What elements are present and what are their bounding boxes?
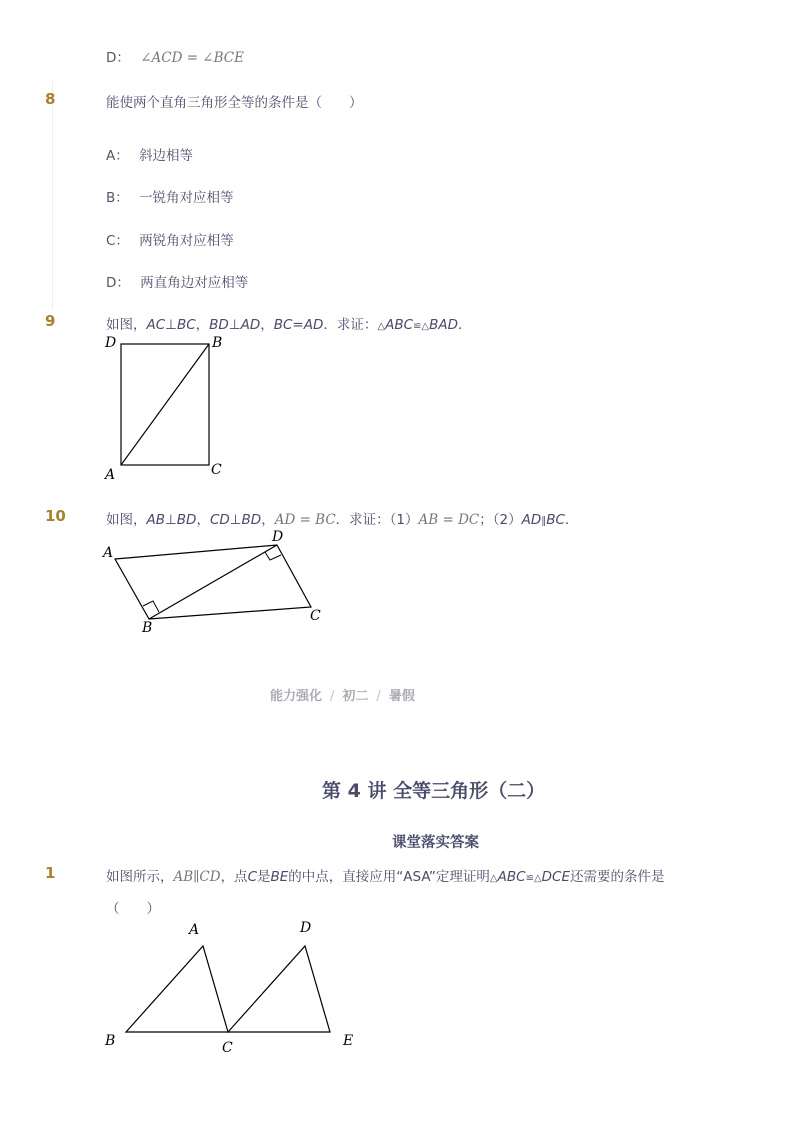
stem-symbol: =	[292, 317, 304, 333]
option-text: 两直角边对应相等	[140, 275, 249, 291]
option-label: C：	[106, 233, 129, 249]
stem-text: ，	[261, 512, 275, 528]
point-label-b: B	[212, 335, 223, 351]
q8-option-a[interactable]	[106, 144, 193, 164]
stem-text: ．求证：（1）	[335, 512, 419, 528]
stem-var: AD	[303, 317, 324, 333]
stem-text: ．	[564, 512, 579, 528]
stem-var: BC	[176, 317, 196, 333]
point-label-c: C	[222, 1040, 233, 1056]
triangle-icon: △	[533, 873, 542, 884]
section-title: 课堂落实答案	[392, 835, 479, 851]
lesson-title: 第 4 讲 全等三角形（二）	[322, 780, 546, 802]
question-number: 8	[45, 90, 56, 108]
option-label: B：	[106, 190, 129, 206]
q10-figure	[100, 528, 340, 638]
stem-symbol: ⊥	[165, 512, 177, 528]
stem-text: 还需要的条件是	[570, 869, 665, 885]
stem-var: AC	[146, 317, 166, 333]
triangle-icon: △	[421, 321, 430, 332]
triangle-dce	[228, 946, 330, 1032]
stem-symbol: ⊥	[229, 512, 242, 528]
congruent-symbol: ≌	[525, 873, 534, 884]
point-label-a: A	[189, 922, 200, 938]
stem-text: ，	[196, 512, 210, 528]
point-label-d: D	[272, 529, 284, 545]
option-math: ∠ACD = ∠BCE	[140, 50, 244, 66]
point-label-c: C	[211, 462, 222, 478]
point-label-b: B	[105, 1033, 116, 1049]
stem-text: ；（2）	[479, 512, 522, 528]
stem-var: BD	[176, 512, 197, 528]
stem-var: AB	[146, 512, 165, 528]
stem-text: ．	[458, 317, 472, 333]
parallel-symbol: ∥	[541, 516, 547, 527]
question-stem	[106, 865, 665, 885]
stem-text: 如图所示，	[106, 869, 174, 885]
question-stem-line2: （ ）	[106, 901, 160, 917]
congruent-symbol: ≌	[413, 321, 422, 332]
option-label: D：	[106, 275, 130, 291]
stem-text: ，	[195, 317, 210, 333]
point-label-b: B	[142, 620, 153, 636]
option-label: A：	[106, 148, 129, 164]
stem-symbol: ⊥	[165, 317, 177, 333]
q8-option-d[interactable]	[106, 271, 248, 291]
right-angle-mark	[265, 552, 281, 560]
footer-separator: /	[376, 689, 381, 704]
q8-option-b[interactable]	[106, 186, 234, 206]
stem-math: AB∥CD	[173, 869, 221, 885]
question-stem	[106, 508, 578, 528]
question-number: 9	[45, 312, 56, 330]
stem-var: BD	[209, 317, 229, 333]
stem-text: 如图，	[106, 317, 147, 333]
stem-math: AB = DC	[418, 512, 480, 528]
point-label-e: E	[343, 1033, 354, 1049]
question-stem	[106, 313, 472, 333]
diagonal-line	[149, 545, 277, 619]
footer-part: 暑假	[388, 689, 415, 704]
triangle-icon: △	[489, 873, 498, 884]
diagonal-line	[121, 344, 209, 465]
stem-text: ．求证：	[323, 317, 378, 333]
stem-text: 如图，	[106, 512, 147, 528]
stem-var: DCE	[541, 869, 571, 885]
page-footer	[270, 685, 415, 704]
stem-text: 是	[257, 869, 271, 885]
point-label-d: D	[300, 920, 312, 936]
stem-text: ，	[260, 317, 274, 333]
stem-var: ABC	[497, 869, 526, 885]
a1-figure	[100, 918, 370, 1060]
stem-var: AD	[240, 317, 261, 333]
margin-rule	[52, 80, 53, 310]
q9-figure	[100, 335, 230, 485]
point-label-a: A	[103, 545, 114, 561]
option-label: D：	[106, 50, 130, 66]
option-text: 一锐角对应相等	[139, 190, 234, 206]
question-number: 1	[45, 864, 56, 882]
stem-var: BE	[270, 869, 289, 885]
stem-symbol: ⊥	[228, 317, 241, 333]
option-text: 斜边相等	[139, 148, 194, 164]
point-label-a: A	[105, 467, 116, 483]
question-number: 10	[45, 507, 66, 525]
option-text: 两锐角对应相等	[139, 233, 234, 249]
stem-var: BAD	[429, 317, 459, 333]
footer-part: 能力强化	[270, 689, 323, 704]
stem-var: BC	[546, 512, 565, 528]
stem-var: AD	[521, 512, 542, 528]
q8-option-c[interactable]	[106, 229, 234, 249]
question-stem: 能使两个直角三角形全等的条件是（ ）	[106, 95, 363, 111]
stem-var: BC	[273, 317, 293, 333]
stem-var: CD	[209, 512, 230, 528]
stem-text: ，点	[220, 869, 248, 885]
stem-math: AD = BC	[274, 512, 336, 528]
stem-var: ABC	[385, 317, 414, 333]
right-angle-mark	[143, 601, 159, 612]
footer-part: 初二	[342, 689, 369, 704]
triangle-icon: △	[377, 321, 386, 332]
footer-separator: /	[330, 689, 335, 704]
point-label-d: D	[105, 335, 117, 351]
point-label-c: C	[310, 608, 321, 624]
triangle-abc	[126, 946, 228, 1032]
stem-text: 的中点，直接应用“ASA”定理证明	[288, 869, 490, 885]
stem-var: BD	[241, 512, 262, 528]
stem-var: C	[247, 869, 257, 885]
q7-option-d[interactable]	[106, 46, 244, 66]
